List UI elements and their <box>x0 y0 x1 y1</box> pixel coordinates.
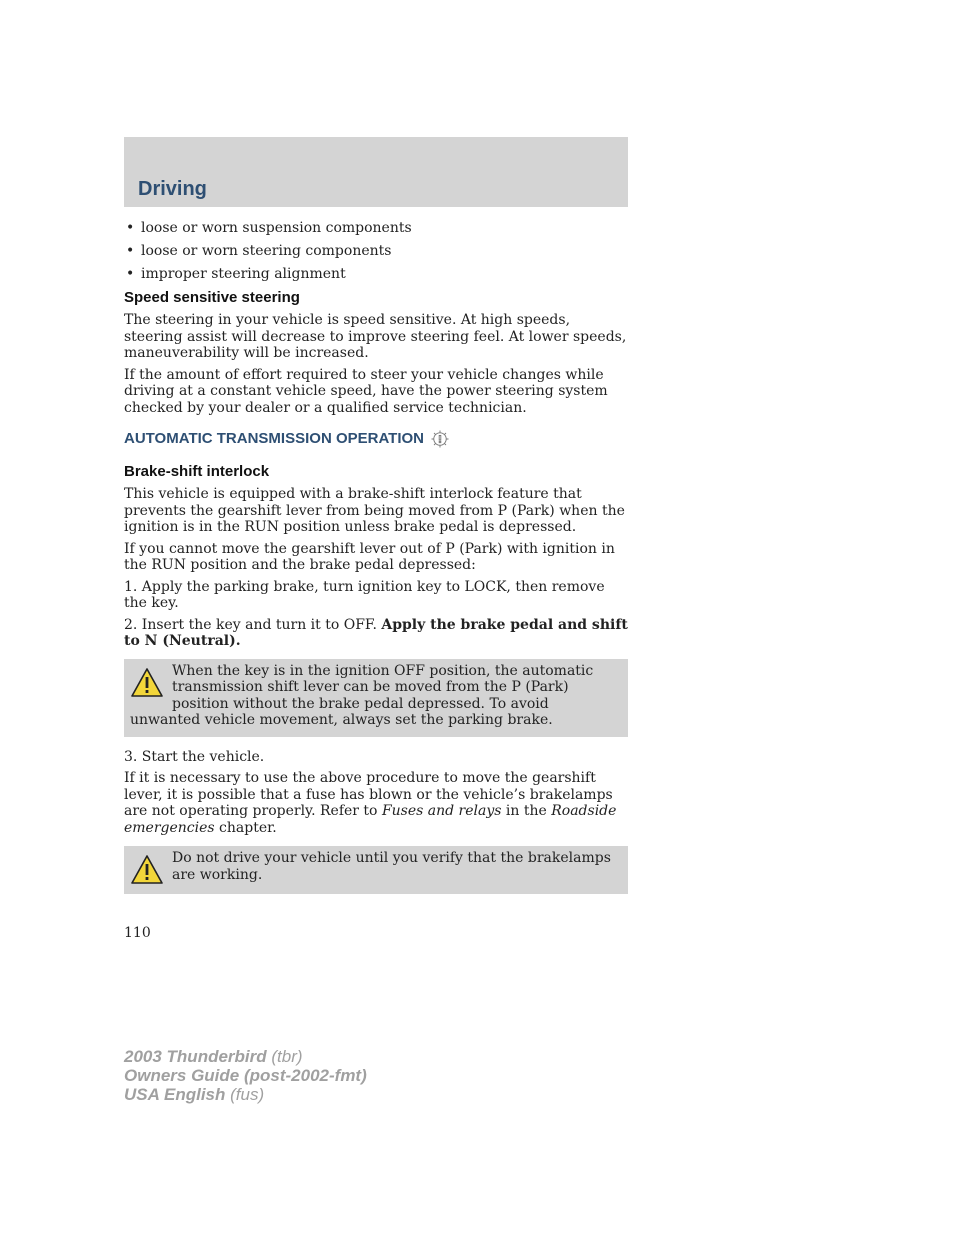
footer-language-code: (fus) <box>225 1085 265 1104</box>
transmission-heading <box>124 429 628 449</box>
step-2-emphasis: Apply the brake pedal and shift to N (Neutral). <box>124 616 628 649</box>
warning-text-2: Do not drive your vehicle until you verify that the brakelamps are working. <box>172 850 611 883</box>
step-3: 3. Start the vehicle. <box>124 748 265 765</box>
list-item: • loose or worn suspension components <box>124 220 628 237</box>
p3-text-c: chapter. <box>214 819 277 836</box>
interlock-paragraph-3 <box>124 770 628 836</box>
step-2-text: 2. Insert the key and turn it to OFF. <box>124 616 382 633</box>
footer-guide: Owners Guide (post-2002-fmt) <box>124 1066 367 1085</box>
fuses-relays-reference: Fuses and relays <box>381 803 502 819</box>
p3-text-b: in the <box>501 803 552 819</box>
transmission-heading-text: AUTOMATIC TRANSMISSION OPERATION <box>124 430 424 447</box>
list-item: • loose or worn steering components <box>124 243 628 260</box>
roadside-emergencies-reference: Roadside emergencies <box>124 803 617 836</box>
chapter-header <box>124 137 628 207</box>
step-1: 1. Apply the parking brake, turn ignition key to LOCK, then remove the key. <box>124 578 605 611</box>
warning-triangle-icon <box>130 854 164 886</box>
gear-icon <box>430 429 450 449</box>
footer-language: USA English <box>124 1085 226 1104</box>
page-content <box>124 220 628 906</box>
footer-model: 2003 Thunderbird <box>124 1047 267 1066</box>
footer-model-code: (tbr) <box>266 1047 303 1066</box>
speed-steering-paragraph-1: The steering in your vehicle is speed sensitive. At high speeds, steering assist will decrease to improve steering feel. At lower speeds, maneuverability will be increased. <box>124 312 627 361</box>
speed-steering-heading: Speed sensitive steering <box>124 289 300 306</box>
warning-box-1 <box>124 659 628 737</box>
interlock-heading: Brake-shift interlock <box>124 463 270 480</box>
bullet-list <box>124 220 628 283</box>
list-item: • improper steering alignment <box>124 266 628 283</box>
page-number: 110 <box>124 925 151 941</box>
speed-steering-paragraph-2: If the amount of effort required to steer your vehicle changes while driving at a constant vehicle speed, have the power steering system checked by your dealer or a qualified service technician. <box>124 366 608 416</box>
chapter-title: Driving <box>138 178 207 200</box>
warning-text-1: When the key is in the ignition OFF position, the automatic transmission shift lever can be moved from the P (Park) position without the brake pedal depressed. To avoid unwanted vehicle movement, always set the parking brake. <box>130 662 594 728</box>
interlock-paragraph-1: This vehicle is equipped with a brake-shift interlock feature that prevents the gearshift lever from being moved from P (Park) when the ignition is in the RUN position unless brake pedal is depressed. <box>124 486 625 535</box>
warning-triangle-icon <box>130 667 164 699</box>
interlock-paragraph-2: If you cannot move the gearshift lever out of P (Park) with ignition in the RUN position and the brake pedal depressed: <box>124 540 615 573</box>
warning-box-2 <box>124 846 628 894</box>
document-footer <box>124 1047 367 1104</box>
p3-text-a: If it is necessary to use the above procedure to move the gearshift lever, it is possible that a fuse has blown or the vehicle’s brakelamps are not operating properly. Refer to <box>124 770 613 819</box>
step-2 <box>124 617 628 650</box>
